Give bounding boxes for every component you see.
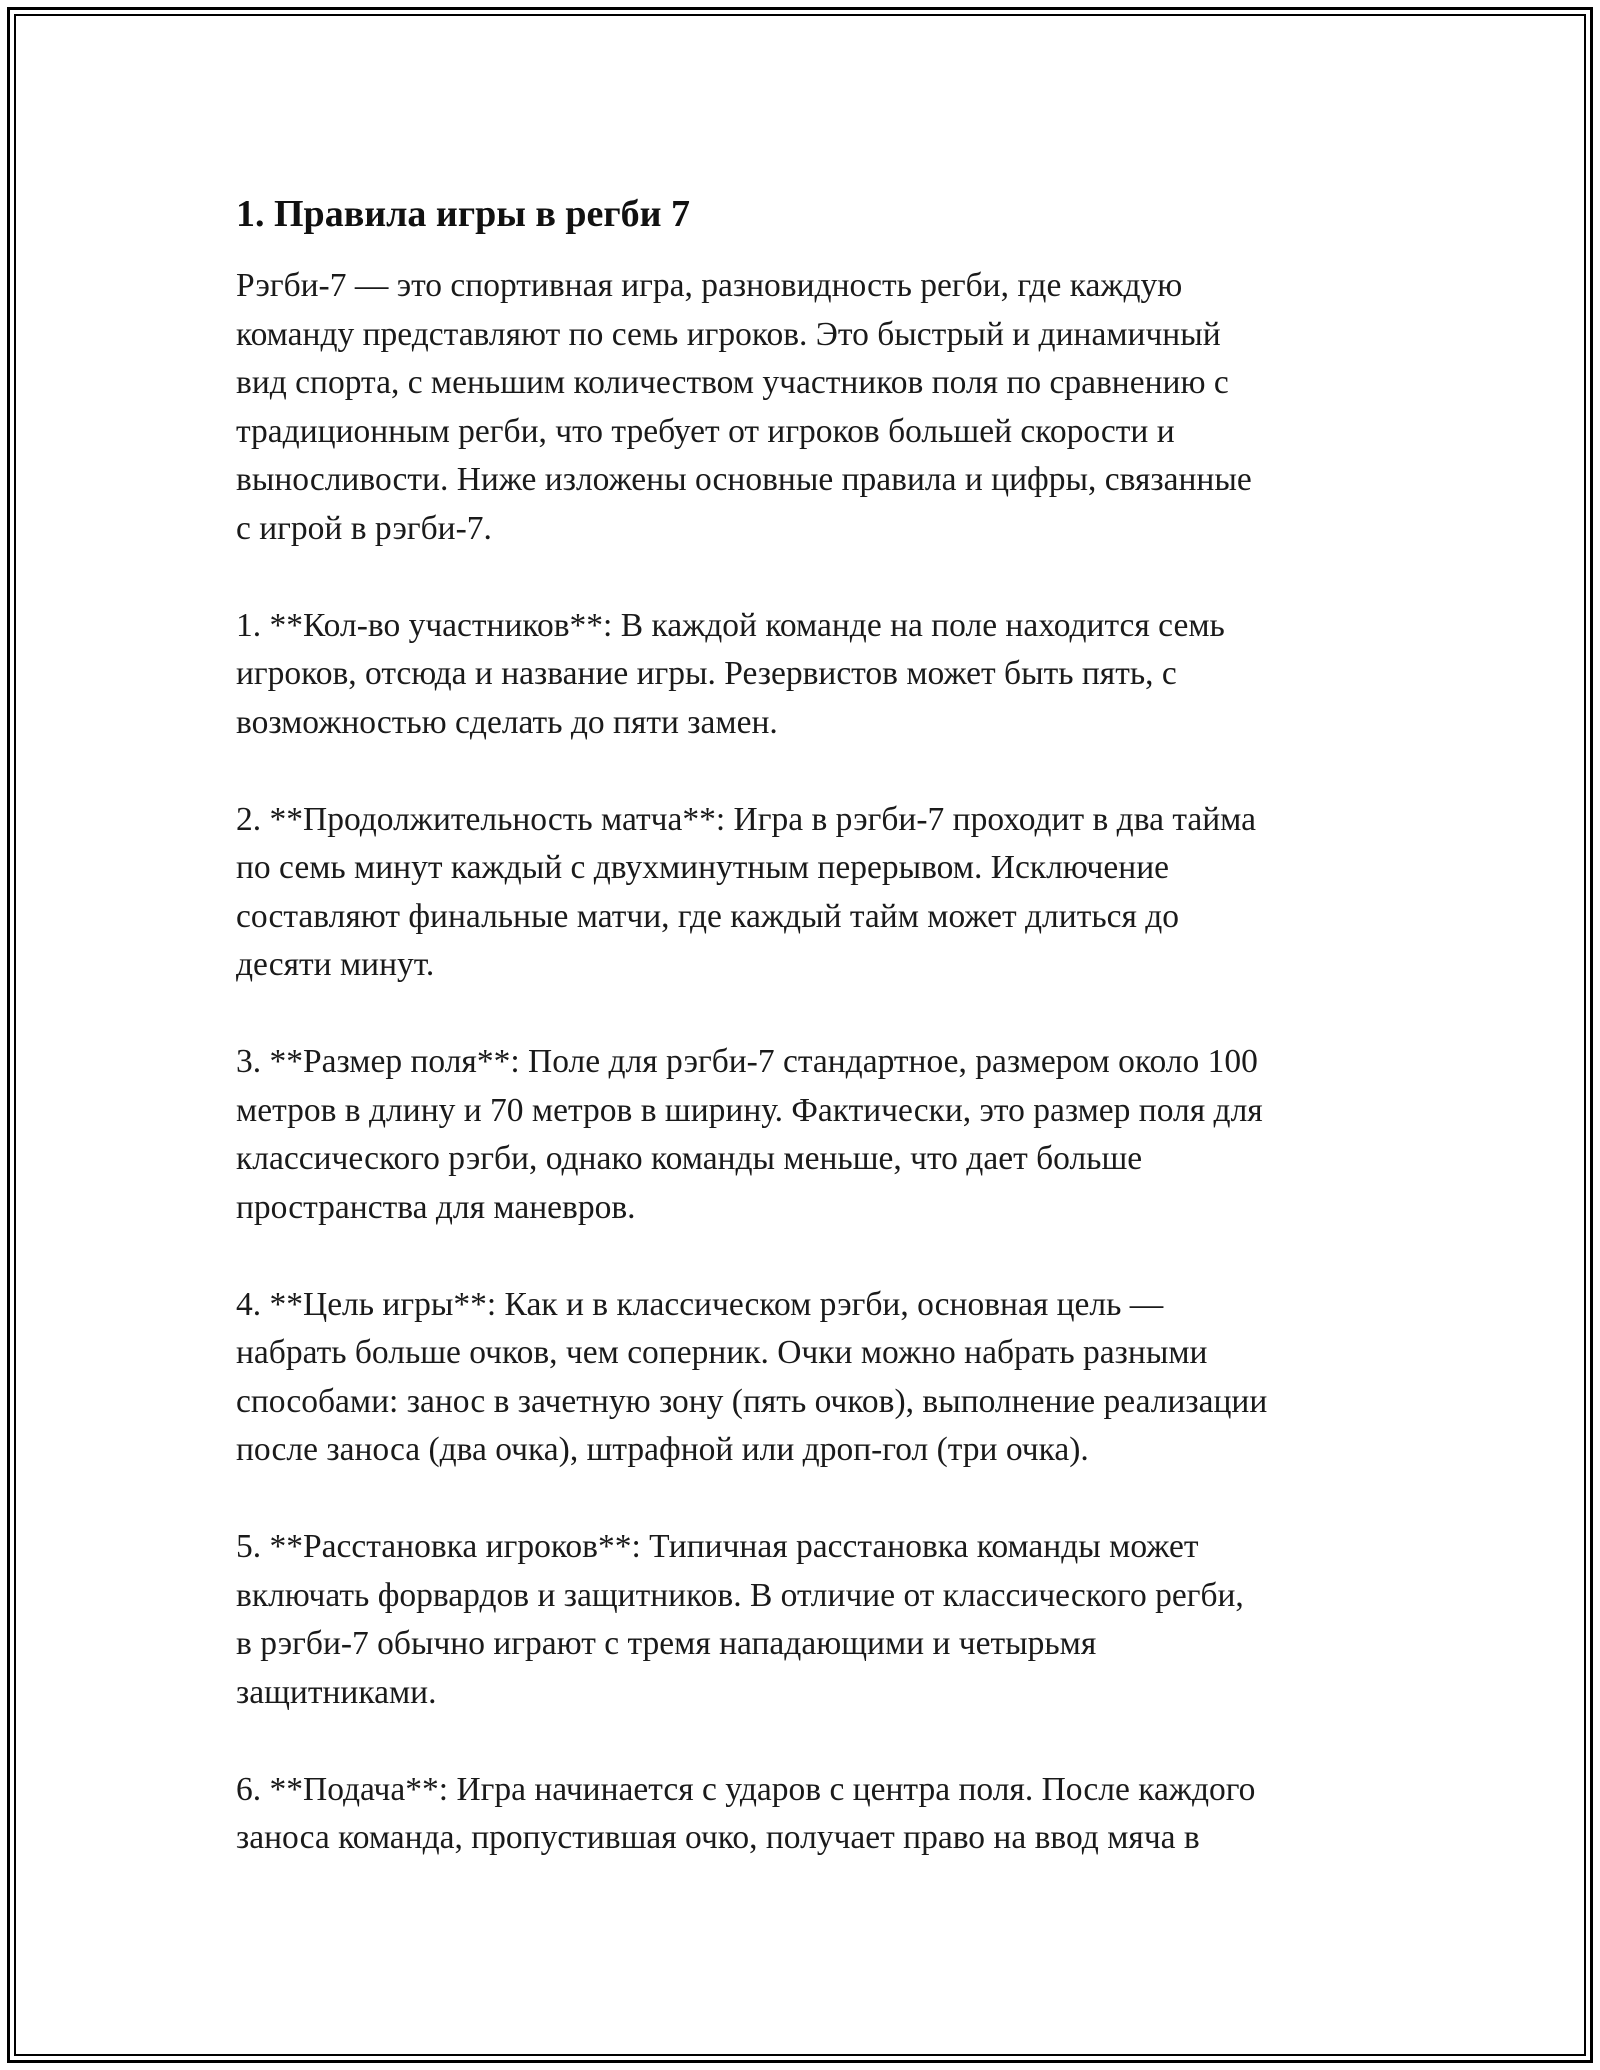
text-line: Рэгби-7 — это спортивная игра, разновидность регби, где каждую [236, 267, 1183, 304]
document-heading: 1. Правила игры в регби 7 [236, 193, 691, 235]
text-line: метров в длину и 70 метров в ширину. Фактически, это размер поля для [236, 1091, 1263, 1129]
text-line: 5. **Расстановка игроков**: Типичная расстановка команды может [236, 1528, 1199, 1565]
rule-paragraph [236, 1281, 1386, 1475]
rule-paragraph [236, 1523, 1386, 1717]
text-line: включать форвардов и защитников. В отличие от классического регби, [236, 1576, 1244, 1614]
text-line: классического рэгби, однако команды меньше, что дает больше [236, 1140, 1143, 1177]
text-line: возможностью сделать до пяти замен. [236, 703, 778, 741]
text-line: составляют финальные матчи, где каждый тайм может длиться до [236, 897, 1180, 935]
text-line: защитниками. [236, 1673, 437, 1711]
text-line: команду представляют по семь игроков. Это быстрый и динамичный [236, 315, 1221, 353]
rule-paragraph [236, 796, 1386, 990]
rule-paragraph [236, 602, 1386, 748]
intro-paragraph [236, 262, 1386, 553]
text-line: десяти минут. [236, 946, 435, 983]
text-line: 2. **Продолжительность матча**: Игра в рэгби-7 проходит в два тайма [236, 800, 1257, 838]
text-line: способами: занос в зачетную зону (пять очков), выполнение реализации [236, 1382, 1268, 1420]
document-page [236, 190, 1386, 1911]
text-line: 6. **Подача**: Игра начинается с ударов с центра поля. После каждого [236, 1770, 1256, 1808]
text-line: пространства для маневров. [236, 1188, 636, 1226]
text-line: 4. **Цель игры**: Как и в классическом рэгби, основная цель — [236, 1285, 1164, 1323]
text-line: после заноса (два очка), штрафной или дроп-гол (три очка). [236, 1431, 1089, 1468]
text-line: выносливости. Ниже изложены основные правила и цифры, связанные [236, 461, 1252, 498]
text-line: заноса команда, пропустившая очко, получает право на ввод мяча в [236, 1819, 1200, 1856]
text-line: 3. **Размер поля**: Поле для рэгби-7 стандартное, размером около 100 [236, 1043, 1258, 1080]
text-line: вид спорта, с меньшим количеством участников поля по сравнению с [236, 364, 1229, 401]
text-line: игроков, отсюда и название игры. Резервистов может быть пять, с [236, 655, 1177, 692]
rule-paragraph [236, 1038, 1386, 1232]
text-line: в рэгби-7 обычно играют с тремя нападающими и четырьмя [236, 1625, 1097, 1662]
text-line: с игрой в рэгби-7. [236, 509, 492, 547]
text-line: 1. **Кол-во участников**: В каждой команде на поле находится семь [236, 606, 1225, 644]
text-line: по семь минут каждый с двухминутным перерывом. Исключение [236, 849, 1169, 886]
text-line: набрать больше очков, чем соперник. Очки можно набрать разными [236, 1334, 1208, 1371]
text-line: традиционным регби, что требует от игроков большей скорости и [236, 412, 1175, 450]
document-body [236, 262, 1386, 1863]
rule-paragraph [236, 1766, 1386, 1863]
